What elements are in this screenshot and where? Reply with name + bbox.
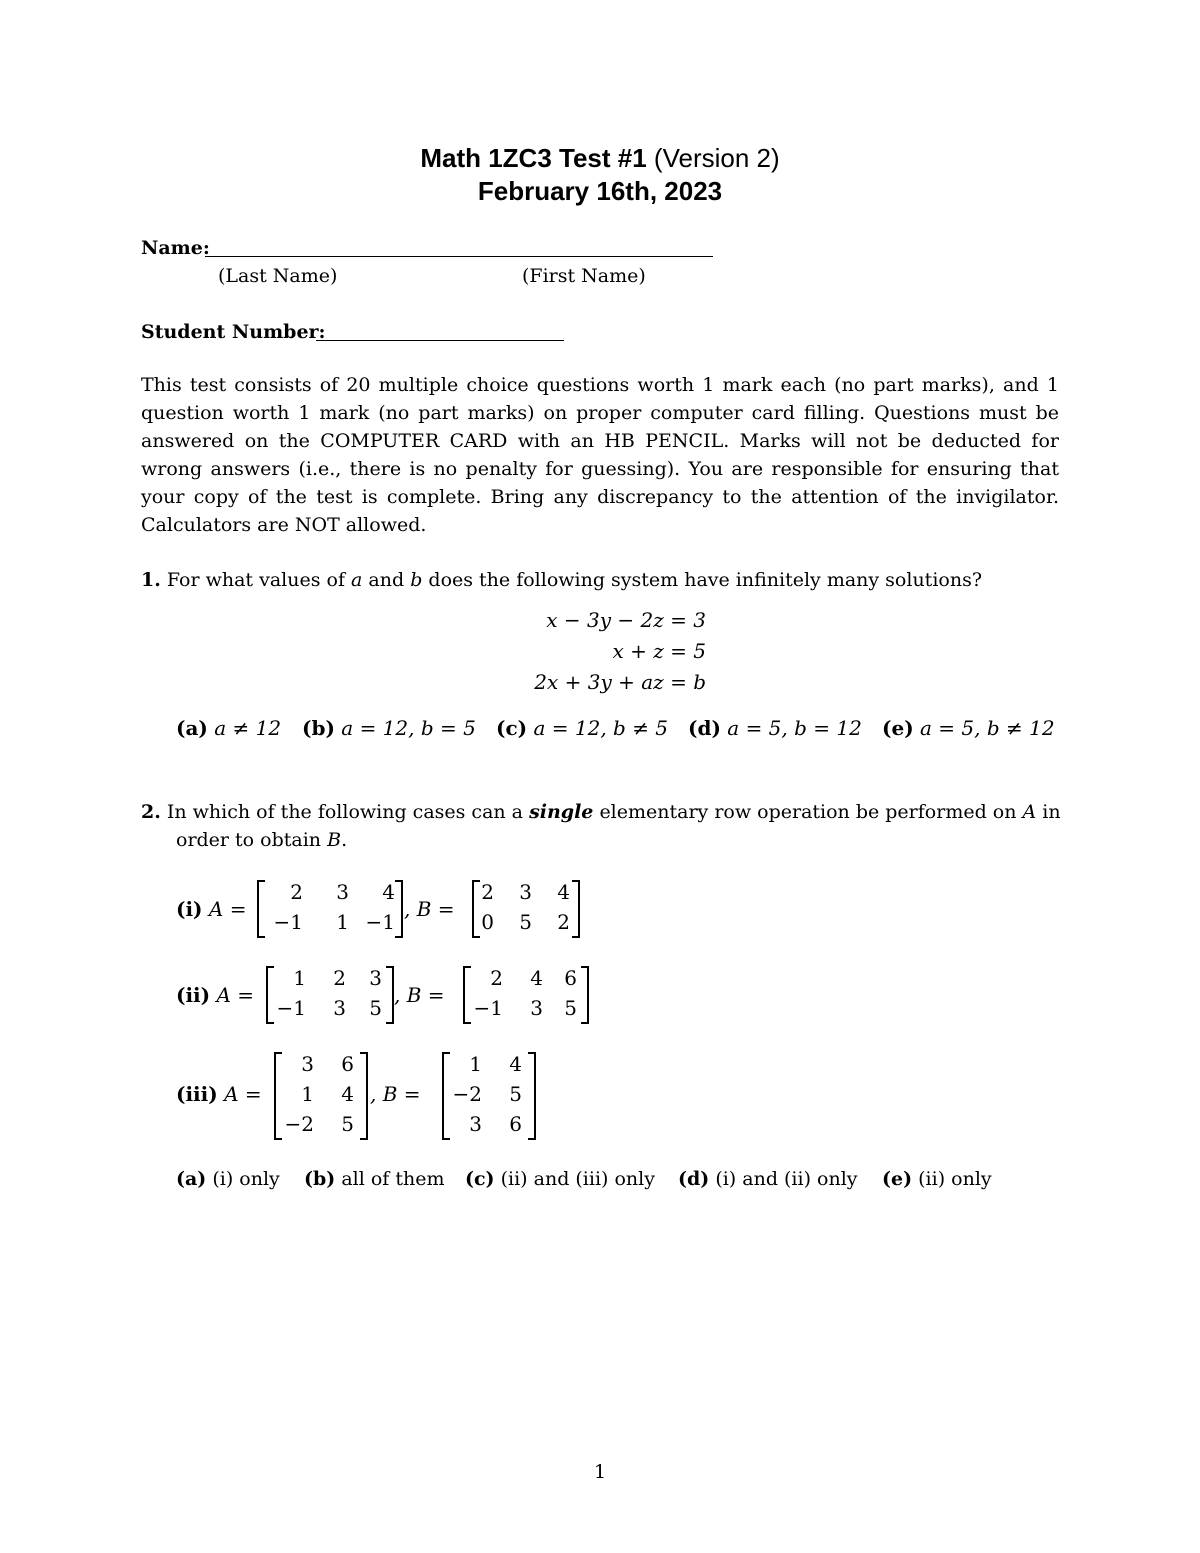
matrix-cell: 5: [519, 910, 532, 934]
question-2-text-line2: [176, 826, 347, 854]
matrix-cell: 4: [509, 1052, 522, 1076]
instructions-paragraph: This test consists of 20 multiple choice questions worth 1 mark each (no part marks), and 1 question worth 1 mark (no part marks) on proper computer card filling. Questions must be answered on the COMPUTER CARD with an HB PENCIL. Marks will not be deducted for wrong answers (i.e., there is no penalty for guessing). You are responsible for ensuring that your copy of the test is complete. Bring any discrepancy to the attention of the invigilator. Calculators are NOT allowed.: [141, 374, 1059, 536]
option-label: (e): [882, 716, 914, 740]
option-text: a = 12, b ≠ 5: [533, 716, 669, 740]
q2-period: .: [341, 829, 348, 851]
page-number: 1: [593, 1461, 607, 1483]
title-bold: Math 1ZC3 Test #1: [420, 143, 647, 173]
eq-A: A =: [208, 897, 247, 921]
eq-A: A =: [224, 1082, 262, 1106]
matrix-cell: 5: [341, 1112, 354, 1136]
case-i-label: [176, 897, 246, 921]
q2-option-b[interactable]: [304, 1168, 444, 1190]
option-label: (b): [304, 1168, 336, 1190]
question-1-number: 1.: [141, 569, 161, 591]
left-bracket: [257, 880, 265, 938]
matrix-cell: 6: [564, 966, 577, 990]
option-label: (c): [465, 1168, 495, 1190]
case-iii-label: [176, 1082, 262, 1106]
matrix-cell: 6: [341, 1052, 354, 1076]
q1-option-a[interactable]: [176, 716, 281, 740]
matrix-cell: 4: [557, 880, 570, 904]
matrix-cell: 2: [290, 880, 303, 904]
case-i-matrix-B: [472, 880, 580, 938]
matrix-cell: 5: [564, 996, 577, 1020]
case-ii-matrix-A: [266, 966, 394, 1024]
q1-text-part: and: [368, 569, 405, 591]
title-version: (Version 2): [653, 143, 780, 173]
name-field[interactable]: [205, 256, 713, 257]
matrix-cell: 4: [382, 880, 395, 904]
matrix-cell: 2: [481, 880, 494, 904]
case-label: (i): [176, 897, 203, 921]
option-label: (a): [176, 1168, 207, 1190]
matrix-cell: 3: [519, 880, 532, 904]
matrix-cell: 4: [530, 966, 543, 990]
q2-option-e[interactable]: [882, 1168, 992, 1190]
case-label: (iii): [176, 1082, 218, 1106]
page-title: [0, 143, 1200, 174]
matrix-cell: 0: [481, 910, 494, 934]
option-text: (i) and (ii) only: [715, 1168, 858, 1190]
last-name-caption: (Last Name): [218, 265, 338, 287]
option-text: a = 12, b = 5: [341, 716, 476, 740]
right-bracket: [581, 966, 589, 1024]
q1-option-e[interactable]: [882, 716, 1055, 740]
student-number-label: Student Number:: [141, 321, 326, 343]
q1-option-b[interactable]: [302, 716, 476, 740]
right-bracket: [360, 1052, 368, 1140]
q1-equation-1: x − 3y − 2z = 3: [546, 608, 706, 632]
matrix-cell: −1: [473, 996, 503, 1020]
q1-option-d[interactable]: [688, 716, 862, 740]
option-text: a ≠ 12: [214, 716, 282, 740]
q1-equation-2: x + z = 5: [612, 639, 706, 663]
matrix-cell: 2: [333, 966, 346, 990]
right-bracket: [395, 880, 403, 938]
q2-text-part: In which of the following cases can a: [166, 801, 524, 823]
q2-text-part: in: [1042, 801, 1061, 823]
q1-var-b: b: [410, 569, 423, 591]
option-label: (e): [882, 1168, 913, 1190]
option-label: (d): [678, 1168, 710, 1190]
option-label: (d): [688, 716, 721, 740]
matrix-cell: −1: [276, 996, 306, 1020]
question-2-text: [141, 798, 1071, 826]
right-bracket: [386, 966, 394, 1024]
q1-equation-3: 2x + 3y + az = b: [534, 670, 706, 694]
q2-var-B: B: [327, 829, 342, 851]
option-text: (ii) and (iii) only: [500, 1168, 655, 1190]
option-text: (ii) only: [918, 1168, 992, 1190]
matrix-cell: −1: [365, 910, 395, 934]
matrix-cell: 3: [333, 996, 346, 1020]
q2-var-A: A: [1022, 801, 1037, 823]
name-label: Name:: [141, 237, 210, 259]
q1-text-part: For what values of: [166, 569, 345, 591]
matrix-cell: 3: [530, 996, 543, 1020]
matrix-cell: 1: [301, 1082, 314, 1106]
q2-text-part: order to obtain: [176, 829, 322, 851]
matrix-cell: 2: [557, 910, 570, 934]
matrix-cell: 6: [509, 1112, 522, 1136]
option-text: all of them: [341, 1168, 445, 1190]
option-text: (i) only: [212, 1168, 280, 1190]
option-label: (c): [496, 716, 528, 740]
matrix-cell: −2: [452, 1082, 482, 1106]
q2-option-d[interactable]: [678, 1168, 858, 1190]
case-label: (ii): [176, 983, 211, 1007]
option-label: (b): [302, 716, 335, 740]
question-2-number: 2.: [141, 801, 161, 823]
test-date: February 16th, 2023: [477, 176, 723, 206]
q2-option-a[interactable]: [176, 1168, 280, 1190]
case-i-matrix-A: [257, 880, 403, 938]
matrix-cell: 3: [369, 966, 382, 990]
question-1-text: [141, 566, 1071, 594]
option-text: a = 5, b ≠ 12: [920, 716, 1055, 740]
matrix-cell: −1: [273, 910, 303, 934]
matrix-cell: −2: [284, 1112, 314, 1136]
matrix-cell: 5: [509, 1082, 522, 1106]
right-bracket: [572, 880, 580, 938]
matrix-cell: 4: [341, 1082, 354, 1106]
q2-emphasis: single: [529, 801, 594, 823]
case-ii-matrix-B: [463, 966, 589, 1024]
case-ii-label: [176, 983, 254, 1007]
case-ii-eq-B: , B =: [394, 983, 445, 1007]
q1-var-a: a: [351, 569, 363, 591]
option-text: a = 5, b = 12: [727, 716, 862, 740]
matrix-cell: 3: [469, 1112, 482, 1136]
matrix-cell: 1: [469, 1052, 482, 1076]
q2-text-part: elementary row operation be performed on: [599, 801, 1017, 823]
q1-option-c[interactable]: [496, 716, 668, 740]
right-bracket: [528, 1052, 536, 1140]
matrix-cell: 2: [490, 966, 503, 990]
matrix-cell: 3: [301, 1052, 314, 1076]
q1-text-part: does the following system have infinitely many solutions?: [428, 569, 983, 591]
matrix-cell: 3: [336, 880, 349, 904]
option-label: (a): [176, 716, 208, 740]
q2-option-c[interactable]: [465, 1168, 655, 1190]
eq-A: A =: [216, 983, 255, 1007]
matrix-cell: 1: [336, 910, 349, 934]
case-iii-eq-B: , B =: [370, 1082, 421, 1106]
matrix-cell: 1: [293, 966, 306, 990]
case-i-eq-B: , B =: [404, 897, 455, 921]
case-iii-matrix-B: [442, 1052, 536, 1140]
first-name-caption: (First Name): [522, 265, 646, 287]
matrix-cell: 5: [369, 996, 382, 1020]
case-iii-matrix-A: [274, 1052, 368, 1140]
student-number-field[interactable]: [316, 340, 564, 341]
